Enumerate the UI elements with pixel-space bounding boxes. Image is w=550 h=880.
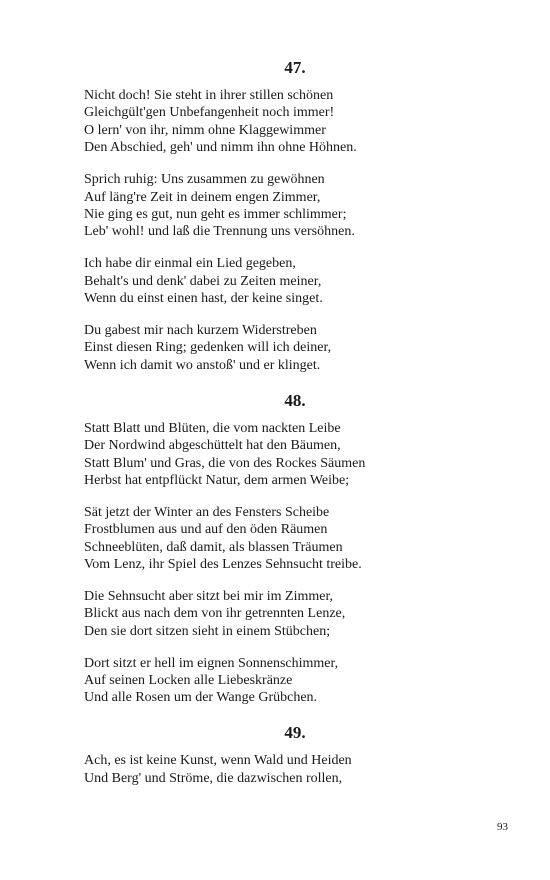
poem-line: Gleichgült'gen Unbefangenheit noch immer! [84, 105, 335, 121]
poem-line: Den Abschied, geh' und nimm ihn ohne Höhnen. [84, 140, 357, 156]
poem-line: Auf läng're Zeit in deinem engen Zimmer, [84, 189, 321, 205]
poem-line: Du gabest mir nach kurzem Widerstreben [84, 322, 317, 338]
poem-line: Einst diesen Ring; gedenken will ich deiner, [84, 340, 332, 356]
book-page [84, 56, 484, 802]
poem-line: Dort sitzt er hell im eignen Sonnenschimmer, [84, 655, 339, 671]
poem-line: Vom Lenz, ihr Spiel des Lenzes Sehnsucht treibe. [84, 557, 362, 573]
poem-line: Ach, es ist keine Kunst, wenn Wald und Heiden [84, 753, 352, 769]
stanza [84, 504, 484, 574]
stanza [84, 171, 484, 241]
poem-line: Frostblumen aus und auf den öden Räumen [84, 522, 328, 538]
poem-line: Schneeblüten, daß damit, als blassen Träumen [84, 539, 343, 555]
poem-line: Statt Blatt und Blüten, die vom nackten Leibe [84, 420, 341, 436]
poem-line: O lern' von ihr, nimm ohne Klaggewimmer [84, 122, 326, 138]
poem-line: Blickt aus nach dem von ihr getrennten Lenze, [84, 606, 346, 622]
stanza [84, 588, 484, 640]
poem-48 [84, 389, 484, 707]
poem-line: Den sie dort sitzen sieht in einem Stübchen; [84, 623, 331, 639]
poem-47 [84, 56, 484, 374]
poem-line: Sprich ruhig: Uns zusammen zu gewöhnen [84, 172, 325, 188]
poem-line: Wenn ich damit wo anstoß' und er klinget. [84, 357, 321, 373]
poem-number: 47. [284, 58, 306, 77]
poem-line: Sät jetzt der Winter an des Fensters Scheibe [84, 504, 330, 520]
page-number: 93 [497, 821, 508, 833]
stanza [84, 655, 484, 707]
poem-line: Der Nordwind abgeschüttelt hat den Bäumen, [84, 438, 341, 454]
poem-line: Behalt's und denk' dabei zu Zeiten meiner, [84, 273, 322, 289]
poem-line: Wenn du einst einen hast, der keine singet. [84, 291, 323, 307]
stanza [84, 255, 484, 307]
poem-line: Statt Blum' und Gras, die von des Rockes Säumen [84, 455, 366, 471]
poem-line: Und alle Rosen um der Wange Grübchen. [84, 690, 318, 706]
poem-number: 48. [284, 390, 306, 410]
poem-number: 49. [284, 723, 306, 743]
stanza [84, 322, 484, 374]
poem-line: Und Berg' und Ströme, die dazwischen rollen, [84, 770, 343, 786]
poem-line: Die Sehnsucht aber sitzt bei mir im Zimmer, [84, 588, 334, 604]
poem-line: Herbst hat entpflückt Natur, dem armen Weibe; [84, 472, 350, 488]
poem-line: Leb' wohl! und laß die Trennung uns versöhnen. [84, 224, 355, 240]
poem-line: Ich habe dir einmal ein Lied gegeben, [84, 256, 296, 272]
stanza [84, 420, 484, 490]
poem-line: Nicht doch! Sie steht in ihrer stillen schönen [84, 88, 334, 103]
poem-line: Nie ging es gut, nun geht es immer schlimmer; [84, 206, 347, 222]
poem-49 [84, 721, 484, 787]
stanza [84, 87, 484, 157]
poem-line: Auf seinen Locken alle Liebeskränze [84, 673, 293, 689]
stanza [84, 752, 484, 787]
